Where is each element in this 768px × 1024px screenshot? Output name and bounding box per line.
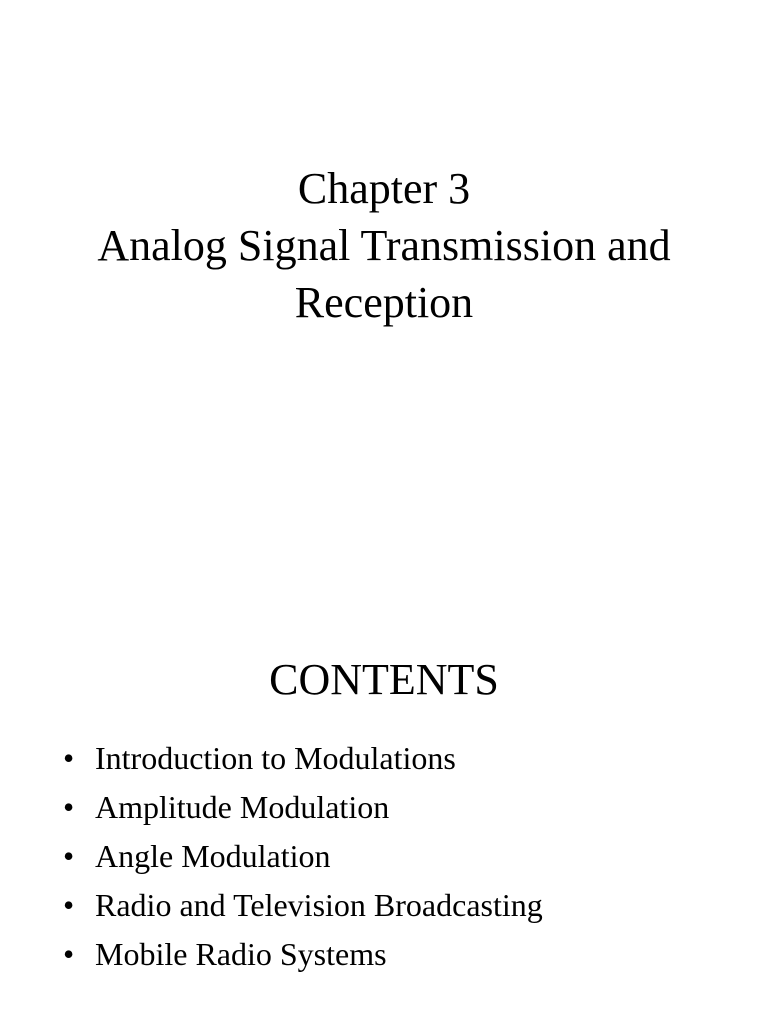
bullet-icon: •: [63, 936, 75, 972]
list-item-label: Radio and Television Broadcasting: [95, 887, 543, 923]
contents-heading: CONTENTS: [269, 655, 499, 704]
chapter-number: Chapter 3: [297, 164, 471, 213]
list-item-label: Angle Modulation: [95, 838, 331, 874]
slide-title: [0, 160, 768, 331]
list-item: [0, 885, 768, 934]
bullet-icon: •: [63, 838, 75, 874]
list-item: [0, 836, 768, 885]
list-item: [0, 738, 768, 787]
list-item-label: Introduction to Modulations: [95, 740, 456, 776]
list-item-label: Mobile Radio Systems: [95, 936, 387, 972]
contents-list: [0, 738, 768, 983]
chapter-title-line-1: Analog Signal Transmission and: [97, 221, 671, 270]
bullet-icon: •: [63, 740, 75, 776]
bullet-icon: •: [63, 887, 75, 923]
bullet-icon: •: [63, 789, 75, 825]
list-item-label: Amplitude Modulation: [95, 789, 390, 825]
contents-section: [0, 650, 768, 983]
list-item: [0, 934, 768, 983]
list-item: [0, 787, 768, 836]
chapter-title-line-2: Reception: [294, 278, 474, 327]
